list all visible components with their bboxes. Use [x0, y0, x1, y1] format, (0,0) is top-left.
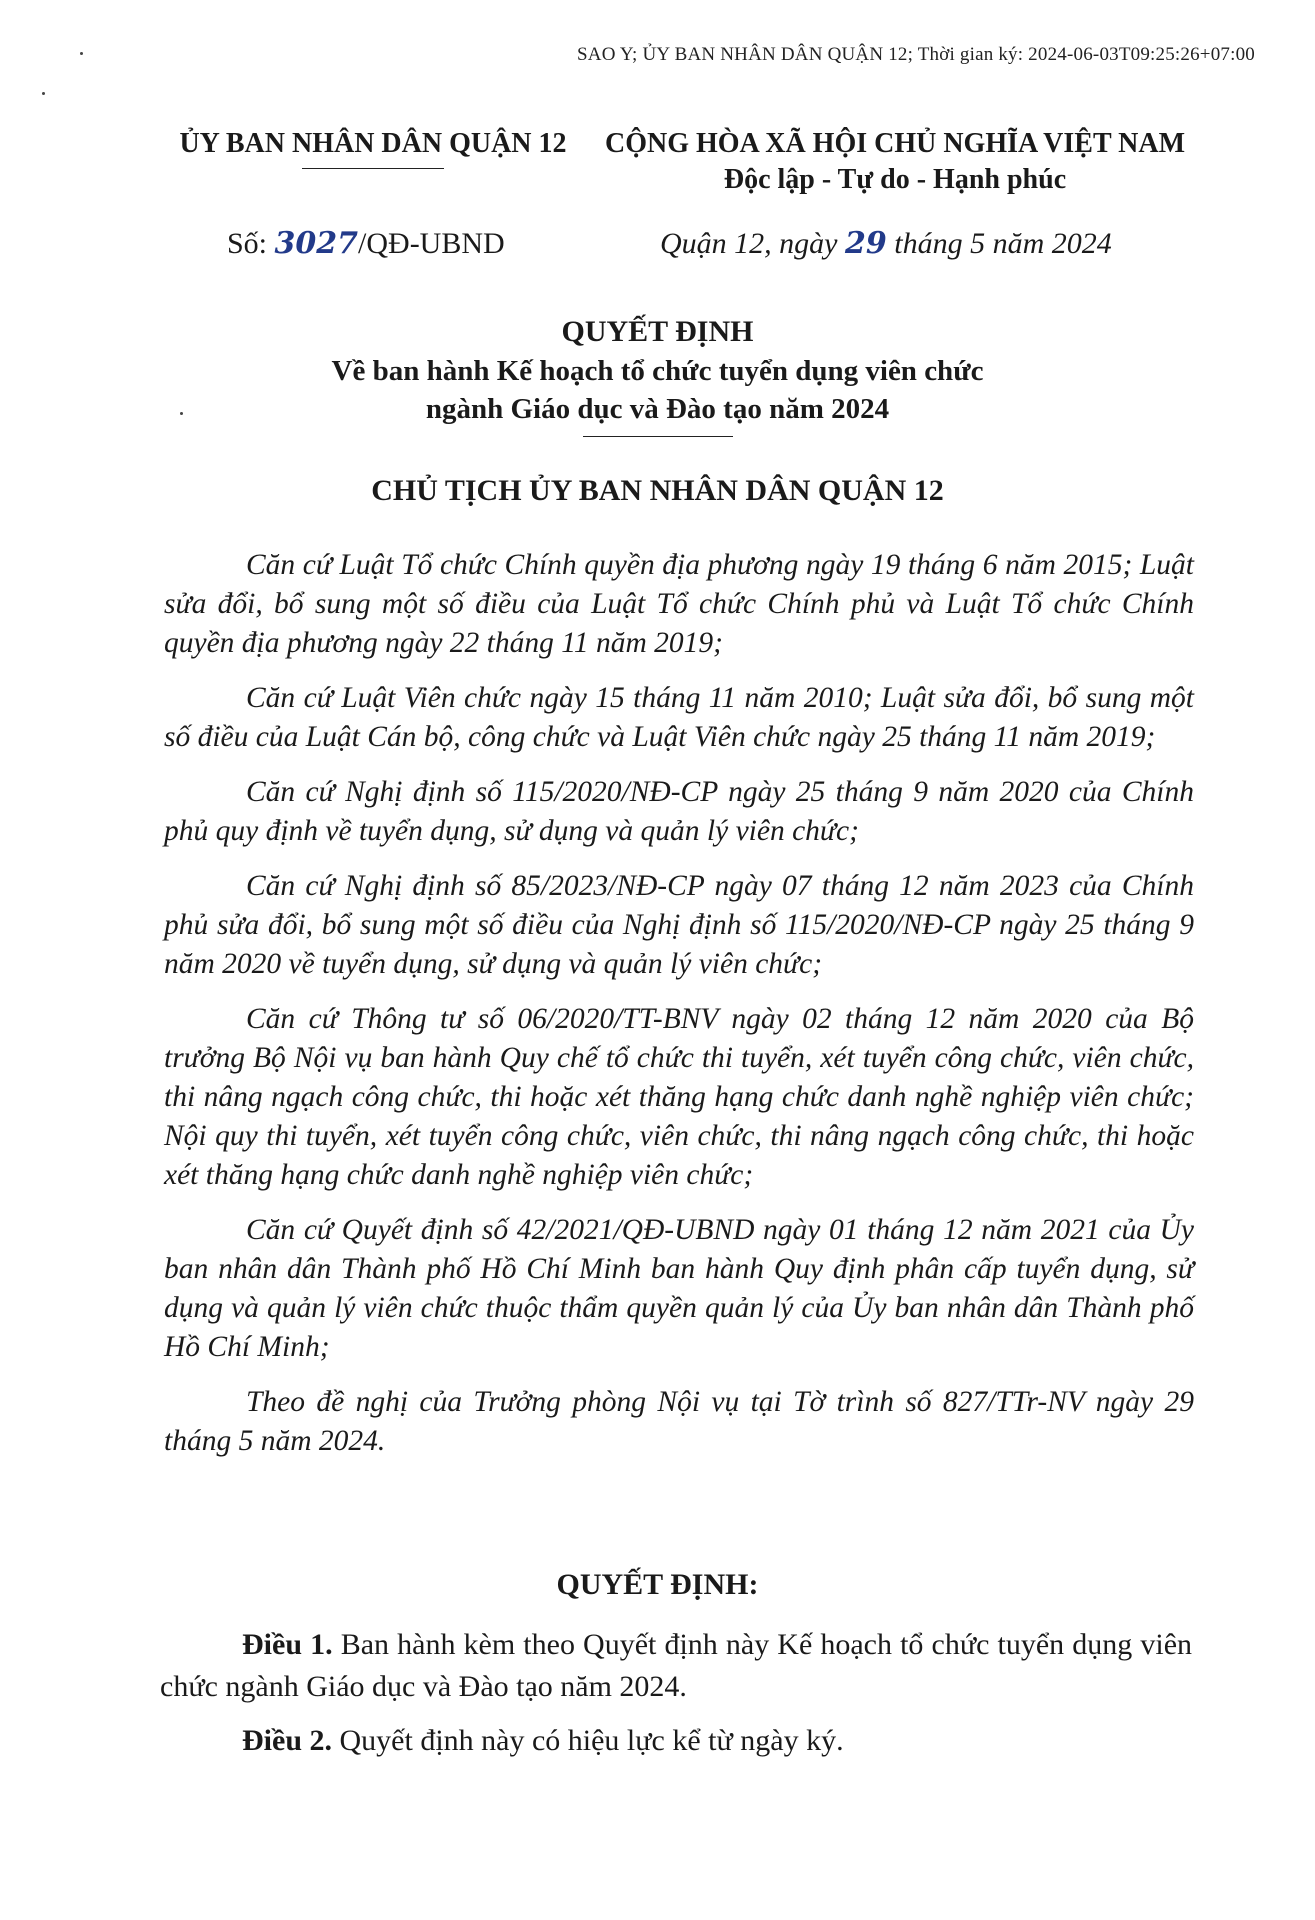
title-main: QUYẾT ĐỊNH	[561, 315, 754, 348]
agency-underline	[302, 168, 444, 169]
article-label: Điều 2.	[242, 1724, 332, 1757]
date-prefix: Quận 12, ngày	[660, 227, 838, 260]
national-header	[585, 126, 1205, 198]
articles	[160, 1624, 1192, 1774]
title-line-2: ngành Giáo dục và Đào tạo năm 2024	[425, 393, 890, 425]
basis-paragraph: Theo đề nghị của Trưởng phòng Nội vụ tại Tờ trình số 827/TTr-NV ngày 29 tháng 5 năm 2024.	[164, 1386, 1194, 1457]
basis-paragraph: Căn cứ Thông tư số 06/2020/TT-BNV ngày 02 tháng 12 năm 2020 của Bộ trưởng Bộ Nội vụ ban hành Quy chế tổ chức thi tuyển, xét tuyển công chức, viên chức, thi nâng ngạch công chức, thi hoặc xét thăng hạng chức danh nghề nghiệp viên chức; Nội quy thi tuyển, xét tuyển công chức, viên chức, thi nâng ngạch công chức, thi hoặc xét thăng hạng chức danh nghề nghiệp viên chức;	[164, 1003, 1194, 1191]
document-date	[660, 226, 1112, 261]
basis-paragraph: Căn cứ Luật Tổ chức Chính quyền địa phương ngày 19 tháng 6 năm 2015; Luật sửa đổi, bổ sung một số điều của Luật Tổ chức Chính phủ và Luật Tổ chức Chính quyền địa phương ngày 22 tháng 11 năm 2019;	[164, 549, 1194, 659]
article	[160, 1624, 1192, 1708]
article-text: Quyết định này có hiệu lực kể từ ngày ký.	[332, 1724, 844, 1757]
legal-basis	[164, 546, 1194, 1477]
scan-speck	[80, 52, 83, 55]
basis-paragraph: Căn cứ Luật Viên chức ngày 15 tháng 11 năm 2010; Luật sửa đổi, bổ sung một số điều của Luật Cán bộ, công chức và Luật Viên chức ngày 25 tháng 11 năm 2019;	[164, 682, 1194, 753]
document-title	[0, 312, 1315, 437]
basis-paragraph: Căn cứ Quyết định số 42/2021/QĐ-UBND ngày 01 tháng 12 năm 2021 của Ủy ban nhân dân Thành phố Hồ Chí Minh ban hành Quy định phân cấp tuyển dụng, sử dụng và quản lý viên chức thuộc thẩm quyền quản lý của Ủy ban nhân dân Thành phố Hồ Chí Minh;	[164, 1214, 1194, 1363]
document-number	[227, 226, 505, 261]
handwritten-day: 29	[844, 226, 887, 261]
article	[160, 1720, 1192, 1762]
handwritten-number: 3027	[274, 226, 359, 261]
number-suffix: /QĐ-UBND	[358, 227, 505, 260]
basis-paragraph: Căn cứ Nghị định số 85/2023/NĐ-CP ngày 07 tháng 12 năm 2023 của Chính phủ sửa đổi, bổ sung một số điều của Nghị định số 115/2020/NĐ-CP ngày 25 tháng 9 năm 2020 về tuyển dụng, sử dụng và quản lý viên chức;	[164, 870, 1194, 980]
scan-speck	[42, 92, 45, 95]
issuing-authority: CHỦ TỊCH ỦY BAN NHÂN DÂN QUẬN 12	[371, 474, 944, 507]
decision-heading: QUYẾT ĐỊNH:	[556, 1568, 759, 1601]
agency-name: ỦY BAN NHÂN DÂN QUẬN 12	[179, 128, 567, 159]
basis-paragraph: Căn cứ Nghị định số 115/2020/NĐ-CP ngày 25 tháng 9 năm 2020 của Chính phủ quy định về tuyển dụng, sử dụng và quản lý viên chức;	[164, 776, 1194, 847]
date-suffix: tháng 5 năm 2024	[894, 227, 1112, 260]
national-motto: Độc lập - Tự do - Hạnh phúc	[723, 164, 1067, 195]
number-prefix: Số:	[227, 227, 268, 260]
country-name: CỘNG HÒA XÃ HỘI CHỦ NGHĨA VIỆT NAM	[604, 128, 1186, 159]
digital-signature-stamp: SAO Y; ỦY BAN NHÂN DÂN QUẬN 12; Thời gian ký: 2024-06-03T09:25:26+07:00	[577, 44, 1255, 65]
title-underline	[583, 436, 733, 437]
title-line-1: Về ban hành Kế hoạch tổ chức tuyển dụng viên chức	[331, 355, 984, 387]
article-text: Ban hành kèm theo Quyết định này Kế hoạch tổ chức tuyển dụng viên chức ngành Giáo dục và Đào tạo năm 2024.	[160, 1628, 1193, 1703]
agency-header	[168, 126, 578, 169]
article-label: Điều 1.	[242, 1628, 333, 1661]
